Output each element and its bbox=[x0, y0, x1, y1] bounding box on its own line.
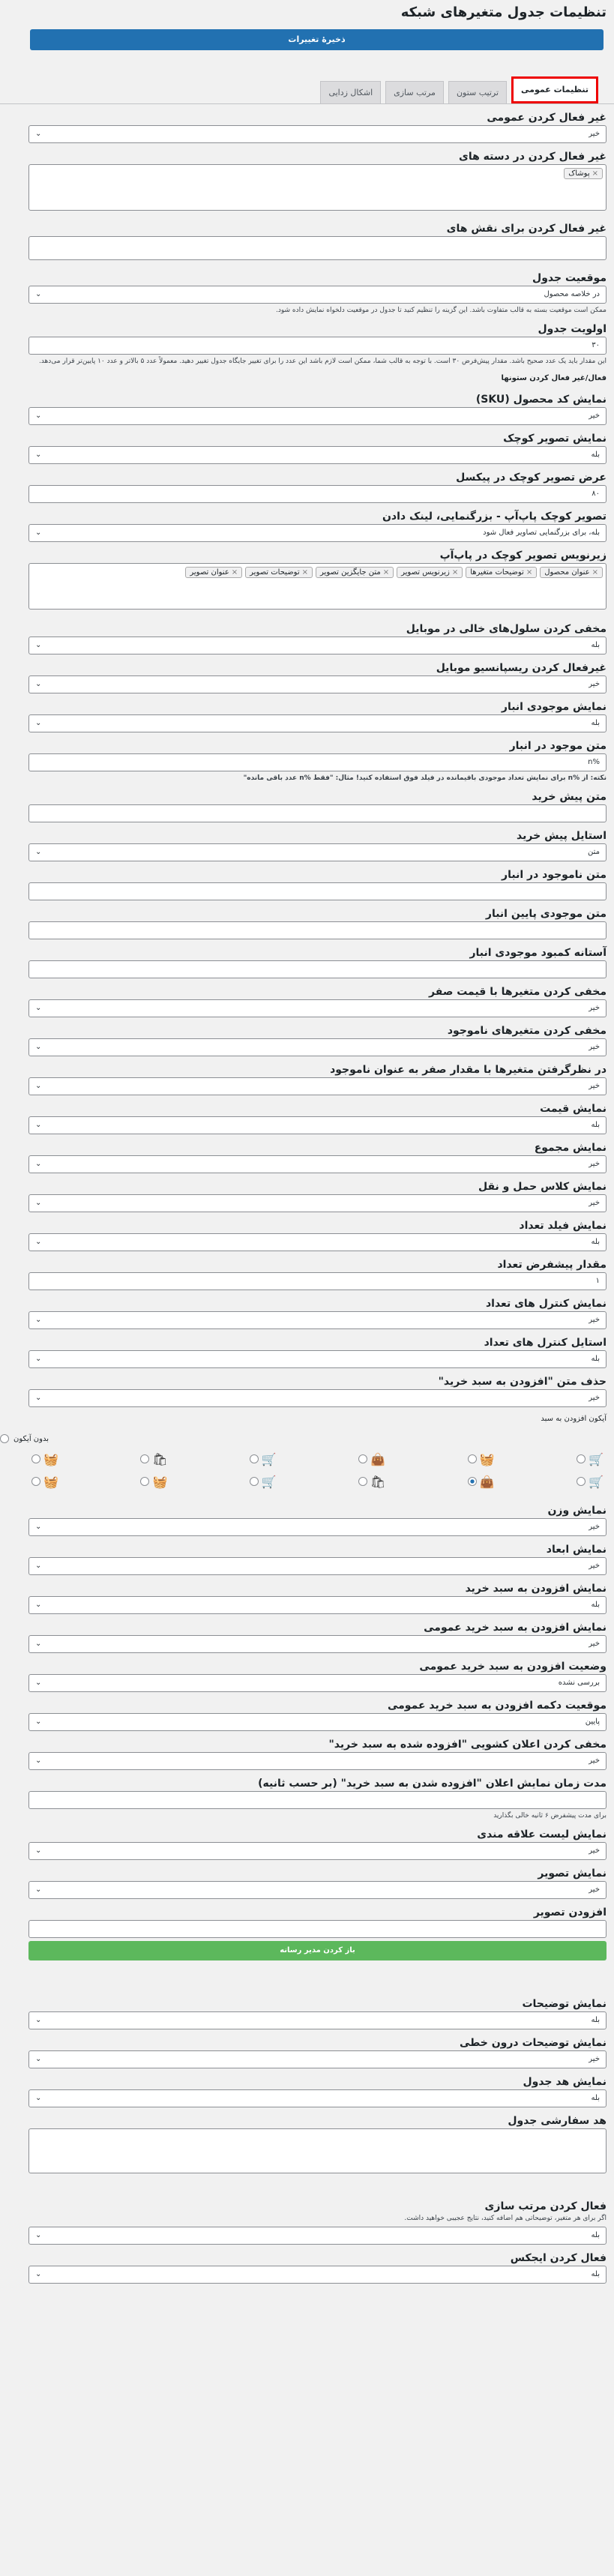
chevron-down-icon: ⌄ bbox=[35, 1523, 42, 1531]
icon-option[interactable] bbox=[577, 1452, 604, 1466]
field-label: هد سفارشی جدول bbox=[508, 2115, 607, 2127]
chevron-down-icon: ⌄ bbox=[35, 290, 42, 298]
field-custom-table-head bbox=[0, 2107, 614, 2173]
select[interactable] bbox=[28, 1350, 607, 1368]
field-label: متن موجود در انبار bbox=[509, 740, 607, 752]
chevron-down-icon: ⌄ bbox=[35, 2231, 42, 2239]
radio[interactable] bbox=[0, 1434, 9, 1443]
remove-icon[interactable]: × bbox=[451, 568, 459, 577]
field-inline-description bbox=[0, 2029, 614, 2068]
chip-label: زیرنویس تصویر bbox=[401, 568, 450, 577]
select-value: بله bbox=[591, 2094, 600, 2102]
chevron-down-icon: ⌄ bbox=[35, 1355, 42, 1363]
chevron-down-icon: ⌄ bbox=[35, 529, 42, 537]
field-label: تصویر کوچک پاپ‌آپ - بزرگنمایی، لینک دادن bbox=[382, 511, 607, 523]
select-value: در خلاصه محصول bbox=[544, 290, 600, 298]
section-heading bbox=[0, 367, 614, 386]
tab-sorting[interactable]: مرتب سازی bbox=[385, 81, 444, 103]
select[interactable] bbox=[28, 1155, 607, 1173]
chevron-down-icon: ⌄ bbox=[35, 1640, 42, 1648]
radio[interactable] bbox=[140, 1477, 149, 1486]
icon-option[interactable] bbox=[140, 1452, 167, 1466]
field-disable-categories bbox=[0, 143, 614, 211]
chevron-down-icon: ⌄ bbox=[35, 2270, 42, 2278]
chevron-down-icon: ⌄ bbox=[35, 719, 42, 727]
field-description: ممکن است موقعیت بسته به قالب متفاوت باشد. این گزینه را تنظیم کنید تا جدول در موقعیت دلخواه نمایش داده شود. bbox=[276, 307, 607, 314]
radio[interactable] bbox=[31, 1454, 40, 1463]
icon-option[interactable] bbox=[358, 1475, 385, 1489]
text-input[interactable]: ۳۰ bbox=[28, 337, 607, 355]
field-label: مخفی کردن سلول‌های خالی در موبایل bbox=[406, 623, 607, 635]
section-heading bbox=[0, 1407, 614, 1427]
select[interactable] bbox=[28, 1038, 607, 1056]
chevron-down-icon: ⌄ bbox=[35, 1199, 42, 1207]
field-zero-as-out-of-stock bbox=[0, 1056, 614, 1095]
select[interactable] bbox=[28, 2089, 607, 2107]
field-label: مقدار پیشفرض تعداد bbox=[497, 1259, 607, 1271]
select[interactable] bbox=[28, 1116, 607, 1134]
field-label: نمایش افزودن به سبد خرید عمومی bbox=[424, 1622, 607, 1634]
field-show-table-head bbox=[0, 2068, 614, 2107]
select-value: خیر bbox=[589, 680, 600, 688]
text-input[interactable] bbox=[28, 921, 607, 939]
select-value: خیر bbox=[589, 1523, 600, 1531]
select[interactable] bbox=[28, 125, 607, 143]
chevron-down-icon: ⌄ bbox=[35, 641, 42, 649]
field-show-price bbox=[0, 1095, 614, 1134]
chevron-down-icon: ⌄ bbox=[35, 2016, 42, 2024]
remove-icon[interactable]: × bbox=[592, 169, 598, 178]
field-global-cart-status bbox=[0, 1653, 614, 1692]
field-show-description bbox=[0, 1960, 614, 2029]
field-hide-out-of-stock bbox=[0, 1017, 614, 1056]
select[interactable] bbox=[28, 999, 607, 1017]
icon-option[interactable] bbox=[468, 1475, 495, 1489]
select[interactable] bbox=[28, 637, 607, 654]
select[interactable] bbox=[28, 1077, 607, 1095]
select[interactable] bbox=[28, 1842, 607, 1860]
field-show-stock bbox=[0, 693, 614, 732]
radio[interactable] bbox=[358, 1454, 367, 1463]
select[interactable] bbox=[28, 1713, 607, 1731]
chip-label: پوشاک bbox=[568, 169, 590, 178]
field-table-position bbox=[0, 260, 614, 316]
field-low-stock-text bbox=[0, 900, 614, 939]
text-input[interactable] bbox=[28, 804, 607, 822]
chevron-down-icon: ⌄ bbox=[35, 1160, 42, 1168]
field-label: غیر فعال کردن عمومی bbox=[487, 112, 607, 124]
basket-icon: 🧺 bbox=[43, 1474, 59, 1489]
select[interactable] bbox=[28, 1596, 607, 1614]
field-label: نمایش تصویر bbox=[538, 1868, 607, 1880]
field-hide-zero-price bbox=[0, 978, 614, 1017]
field-label: موقعیت دکمه افزودن به سبد خرید عمومی bbox=[387, 1700, 607, 1712]
chevron-down-icon: ⌄ bbox=[35, 2055, 42, 2063]
field-label: نمایش وزن bbox=[547, 1505, 607, 1517]
chevron-down-icon: ⌄ bbox=[35, 680, 42, 688]
select-value: خیر bbox=[589, 1043, 600, 1051]
cart-icon: 🛒 bbox=[261, 1451, 277, 1466]
chevron-down-icon: ⌄ bbox=[35, 2094, 42, 2102]
icon-row bbox=[28, 1448, 607, 1470]
select-value: خیر bbox=[589, 1394, 600, 1402]
chevron-down-icon: ⌄ bbox=[35, 1847, 42, 1855]
radio[interactable] bbox=[140, 1454, 149, 1463]
field-notice-duration bbox=[0, 1770, 614, 1821]
chevron-down-icon: ⌄ bbox=[35, 1238, 42, 1246]
field-description: برای مدت پیشفرض ۶ ثانیه خالی بگذارید bbox=[493, 1812, 607, 1820]
select-value: خیر bbox=[589, 130, 600, 138]
select[interactable] bbox=[28, 524, 607, 542]
field-label: فعال کردن ایجکس bbox=[510, 2252, 607, 2264]
select-value: بررسی نشده bbox=[558, 1679, 600, 1687]
field-show-qty-controls bbox=[0, 1290, 614, 1329]
select-value: خیر bbox=[589, 1640, 600, 1648]
tab-bar bbox=[315, 76, 598, 103]
field-disable-global bbox=[0, 104, 614, 143]
radio[interactable] bbox=[577, 1477, 586, 1486]
field-show-dimensions bbox=[0, 1536, 614, 1575]
cart-icon: 🛒 bbox=[589, 1474, 604, 1489]
chevron-down-icon: ⌄ bbox=[35, 1718, 42, 1726]
field-label: نمایش کنترل های تعداد bbox=[485, 1298, 607, 1310]
field-label: مخفی کردن متغیرهای ناموجود bbox=[447, 1025, 607, 1037]
select[interactable] bbox=[28, 1194, 607, 1212]
field-hide-empty-mobile bbox=[0, 610, 614, 654]
radio-selected[interactable] bbox=[468, 1477, 477, 1486]
field-label: نمایش تصویر کوچک bbox=[503, 433, 607, 445]
select[interactable] bbox=[28, 1311, 607, 1329]
field-remove-cart-text bbox=[0, 1368, 614, 1407]
field-show-wishlist bbox=[0, 1821, 614, 1860]
cart-icon-options bbox=[0, 1448, 614, 1493]
field-description: اگر برای هر متغیر، توضیحاتی هم اضافه کنید، نتایج عجیبی خواهید داشت. bbox=[404, 2215, 607, 2222]
select-value: بله bbox=[591, 2016, 600, 2024]
radio-label: بدون آیکون bbox=[13, 1434, 49, 1443]
tab-debug[interactable]: اشکال زدایی bbox=[320, 81, 381, 103]
field-label: نمایش کد محصول (SKU) bbox=[475, 394, 607, 406]
select[interactable] bbox=[28, 1518, 607, 1536]
field-preorder-style bbox=[0, 822, 614, 861]
text-input[interactable]: ۱ bbox=[28, 1272, 607, 1290]
field-global-cart-position bbox=[0, 1692, 614, 1731]
chevron-down-icon: ⌄ bbox=[35, 1043, 42, 1051]
field-label: عرض تصویر کوچک در پیکسل bbox=[456, 472, 607, 484]
field-label: حذف متن "افزودن به سبد خرید" bbox=[438, 1376, 607, 1388]
text-input[interactable] bbox=[28, 960, 607, 978]
chevron-down-icon: ⌄ bbox=[35, 451, 42, 459]
multiselect[interactable] bbox=[28, 164, 607, 211]
select-value: متن bbox=[588, 848, 600, 856]
icon-option[interactable] bbox=[358, 1452, 385, 1466]
field-label: نمایش فیلد تعداد bbox=[519, 1220, 607, 1232]
remove-icon[interactable]: × bbox=[526, 568, 533, 577]
field-label: موقعیت جدول bbox=[532, 272, 607, 284]
open-media-button[interactable]: باز کردن مدیر رسانه bbox=[28, 1941, 607, 1960]
radio[interactable] bbox=[31, 1477, 40, 1486]
chip-label: عنوان تصویر bbox=[190, 568, 229, 577]
chevron-down-icon: ⌄ bbox=[35, 1886, 42, 1894]
field-hide-cart-notice bbox=[0, 1731, 614, 1770]
field-show-image bbox=[0, 1860, 614, 1899]
field-label: در نظرگرفتن متغیرها با مقدار صفر به عنوان ناموجود bbox=[330, 1064, 607, 1076]
textarea[interactable] bbox=[28, 2128, 607, 2173]
select-value: بله bbox=[591, 451, 600, 459]
field-label: متن موجودی پایین انبار bbox=[485, 908, 607, 920]
select-value: خیر bbox=[589, 2055, 600, 2063]
select[interactable] bbox=[28, 286, 607, 304]
select[interactable] bbox=[28, 675, 607, 693]
chevron-down-icon: ⌄ bbox=[35, 1121, 42, 1129]
chip[interactable] bbox=[397, 567, 463, 578]
field-label: نمایش لیست علاقه مندی bbox=[477, 1829, 607, 1841]
field-thumbnail-popup bbox=[0, 503, 614, 542]
field-show-total bbox=[0, 1134, 614, 1173]
bag-icon: 👜 bbox=[479, 1474, 495, 1489]
bag-icon: 🛍 bbox=[370, 1474, 386, 1489]
tab-general[interactable]: تنظیمات عمومی bbox=[511, 76, 598, 103]
field-label: نمایش کلاس حمل و نقل bbox=[478, 1181, 607, 1193]
field-label: نمایش مجموع bbox=[534, 1142, 607, 1154]
chip-label: توضیحات تصویر bbox=[250, 568, 300, 577]
field-label: غیرفعال کردن ریسپانسیو موبایل bbox=[436, 662, 607, 674]
select-value: خیر bbox=[589, 1082, 600, 1090]
field-label: غیر فعال کردن در دسته های bbox=[458, 151, 607, 163]
icon-option[interactable] bbox=[140, 1475, 167, 1489]
select-value: خیر bbox=[589, 1316, 600, 1324]
select[interactable] bbox=[28, 1389, 607, 1407]
field-label: نمایش افزودن به سبد خرید bbox=[465, 1583, 607, 1595]
text-input[interactable] bbox=[28, 1920, 607, 1938]
field-default-quantity bbox=[0, 1251, 614, 1290]
cart-icon: 🛒 bbox=[589, 1451, 604, 1466]
chevron-down-icon: ⌄ bbox=[35, 1679, 42, 1687]
field-show-sku bbox=[0, 386, 614, 425]
radio[interactable] bbox=[577, 1454, 586, 1463]
field-preorder-text bbox=[0, 783, 614, 822]
field-show-weight bbox=[0, 1493, 614, 1536]
field-label: متن ناموجود در انبار bbox=[502, 869, 607, 881]
field-disable-roles bbox=[0, 211, 614, 260]
field-disable-responsive bbox=[0, 654, 614, 693]
field-in-stock-text bbox=[0, 732, 614, 783]
save-button[interactable]: ذخیرهٔ تغییرات bbox=[30, 29, 604, 50]
select[interactable] bbox=[28, 1881, 607, 1899]
select-value: بله bbox=[591, 641, 600, 649]
chevron-down-icon: ⌄ bbox=[35, 412, 42, 420]
chip[interactable] bbox=[316, 567, 394, 578]
chevron-down-icon: ⌄ bbox=[35, 1004, 42, 1012]
remove-icon[interactable]: × bbox=[592, 568, 598, 577]
tab-column-order[interactable]: ترتیب ستون bbox=[448, 81, 507, 103]
chevron-down-icon: ⌄ bbox=[35, 1601, 42, 1609]
field-label: نمایش موجودی انبار bbox=[501, 701, 607, 713]
radio[interactable] bbox=[250, 1477, 259, 1486]
field-popup-caption bbox=[0, 542, 614, 610]
field-label: متن پیش خرید bbox=[532, 791, 607, 803]
field-show-quantity bbox=[0, 1212, 614, 1251]
field-label: آستانه کمبود موجودی انبار bbox=[469, 947, 607, 959]
icon-option[interactable] bbox=[577, 1475, 604, 1489]
select-value: خیر bbox=[589, 1886, 600, 1894]
field-label: مخفی کردن متغیرها با قیمت صفر bbox=[429, 986, 607, 998]
text-input[interactable]: %n bbox=[28, 753, 607, 771]
settings-panel bbox=[0, 104, 614, 2284]
field-label: وضعیت افزودن به سبد خرید عمومی bbox=[419, 1661, 607, 1673]
select-value: خیر bbox=[589, 1847, 600, 1855]
select-value: خیر bbox=[589, 412, 600, 420]
select[interactable] bbox=[28, 1557, 607, 1575]
select-value: بله bbox=[591, 1601, 600, 1609]
select-value: بله، برای بزرگنمایی تصاویر فعال شود bbox=[483, 529, 600, 537]
select[interactable] bbox=[28, 1752, 607, 1770]
field-description: این مقدار باید یک عدد صحیح باشد. مقدار پیش‌فرض ۳۰ است. با توجه به قالب شما، ممکن است لازم باشد این عدد را برای تغییر جایگاه جدول تغییر دهید. معمولاً عدد ۵ بالاتر و عدد ۱۰ پایین‌تر قرار می‌دهد. bbox=[38, 358, 607, 365]
cart-icon: 🛒 bbox=[261, 1474, 277, 1489]
select[interactable] bbox=[28, 407, 607, 425]
select[interactable] bbox=[28, 2050, 607, 2068]
chevron-down-icon: ⌄ bbox=[35, 1316, 42, 1324]
icon-option[interactable] bbox=[31, 1452, 58, 1466]
basket-icon: 🧺 bbox=[479, 1451, 495, 1466]
select[interactable] bbox=[28, 1635, 607, 1653]
chip[interactable] bbox=[564, 168, 603, 179]
field-label: نمایش توضیحات درون خطی bbox=[459, 2037, 607, 2049]
field-label: زیرنویس تصویر کوچک در پاپ‌آپ bbox=[439, 550, 607, 562]
field-label: افزودن تصویر bbox=[533, 1907, 607, 1919]
section-title: آیکون افزودن به سبد bbox=[541, 1415, 607, 1423]
text-input[interactable] bbox=[28, 1791, 607, 1809]
field-label: غیر فعال کردن برای نقش های bbox=[446, 223, 607, 235]
select[interactable] bbox=[28, 2227, 607, 2245]
select-value: بله bbox=[591, 719, 600, 727]
select-value: بله bbox=[591, 2231, 600, 2239]
select-value: بله bbox=[591, 1121, 600, 1129]
chip-label: عنوان محصول bbox=[544, 568, 590, 577]
multiselect[interactable] bbox=[28, 563, 607, 610]
text-input[interactable] bbox=[28, 882, 607, 900]
select-value: خیر bbox=[589, 1160, 600, 1168]
radio[interactable] bbox=[250, 1454, 259, 1463]
select[interactable] bbox=[28, 1233, 607, 1251]
field-enable-ajax bbox=[0, 2245, 614, 2284]
chip[interactable] bbox=[185, 567, 242, 578]
radio[interactable] bbox=[468, 1454, 477, 1463]
field-label: فعال کردن مرتب سازی bbox=[484, 2200, 607, 2212]
field-out-of-stock-text bbox=[0, 861, 614, 900]
field-table-priority bbox=[0, 316, 614, 367]
radio[interactable] bbox=[358, 1477, 367, 1486]
select-value: بله bbox=[591, 1355, 600, 1363]
basket-icon: 🧺 bbox=[43, 1451, 59, 1466]
field-label: نمایش توضیحات bbox=[522, 1998, 607, 2010]
select[interactable] bbox=[28, 2011, 607, 2029]
field-show-thumbnail bbox=[0, 425, 614, 464]
basket-icon: 🧺 bbox=[152, 1474, 168, 1489]
field-description: نکته: از %n برای نمایش تعداد موجودی باقیمانده در فیلد فوق استفاده کنید! مثال: "فقط %n عدد باقی مانده" bbox=[243, 774, 607, 782]
section-title: فعال/غیر فعال کردن ستونها bbox=[501, 374, 607, 382]
multiselect[interactable] bbox=[28, 236, 607, 260]
chevron-down-icon: ⌄ bbox=[35, 1757, 42, 1765]
chevron-down-icon: ⌄ bbox=[35, 1562, 42, 1570]
chip[interactable] bbox=[540, 567, 603, 578]
select[interactable] bbox=[28, 2266, 607, 2284]
icon-row bbox=[28, 1470, 607, 1493]
icon-option[interactable] bbox=[250, 1475, 277, 1489]
remove-icon[interactable]: × bbox=[231, 568, 238, 577]
field-label: استایل پیش خرید bbox=[517, 830, 607, 842]
field-enable-sorting bbox=[0, 2173, 614, 2245]
field-add-image bbox=[0, 1899, 614, 1960]
chevron-down-icon: ⌄ bbox=[35, 130, 42, 138]
radio-no-icon[interactable] bbox=[0, 1427, 614, 1448]
remove-icon[interactable]: × bbox=[382, 568, 390, 577]
field-label: نمایش ابعاد bbox=[546, 1544, 607, 1556]
icon-option[interactable] bbox=[468, 1452, 495, 1466]
remove-icon[interactable]: × bbox=[301, 568, 309, 577]
field-qty-controls-style bbox=[0, 1329, 614, 1368]
field-show-global-cart bbox=[0, 1614, 614, 1653]
field-low-stock-threshold bbox=[0, 939, 614, 978]
field-label: اولویت جدول bbox=[538, 323, 607, 335]
icon-option[interactable] bbox=[31, 1475, 58, 1489]
field-show-shipping-class bbox=[0, 1173, 614, 1212]
field-show-add-to-cart bbox=[0, 1575, 614, 1614]
field-label: مخفی کردن اعلان کشویی "افزوده شده به سبد خرید" bbox=[328, 1739, 607, 1751]
select[interactable] bbox=[28, 843, 607, 861]
select[interactable] bbox=[28, 1674, 607, 1692]
field-label: مدت زمان نمایش اعلان "افزوده شدن به سبد خرید" (بر حسب ثانیه) bbox=[258, 1778, 607, 1790]
field-thumbnail-width bbox=[0, 464, 614, 503]
chevron-down-icon: ⌄ bbox=[35, 1082, 42, 1090]
chip-label: متن جایگزین تصویر bbox=[320, 568, 381, 577]
bag-icon: 👜 bbox=[370, 1451, 386, 1466]
field-label: نمایش هد جدول bbox=[523, 2076, 607, 2088]
select-value: خیر bbox=[589, 1199, 600, 1207]
chip[interactable] bbox=[245, 567, 313, 578]
bag-icon: 🛍 bbox=[152, 1451, 168, 1466]
icon-option[interactable] bbox=[250, 1452, 277, 1466]
select[interactable] bbox=[28, 714, 607, 732]
page-title: تنظیمات جدول متغیرهای شبکه bbox=[400, 4, 607, 20]
chevron-down-icon: ⌄ bbox=[35, 848, 42, 856]
select-value: خیر bbox=[589, 1562, 600, 1570]
select[interactable] bbox=[28, 446, 607, 464]
select-value: پایین bbox=[585, 1718, 600, 1726]
field-label: نمایش قیمت bbox=[540, 1103, 607, 1115]
select-value: خیر bbox=[589, 1757, 600, 1765]
chip-label: توضیحات متغیرها bbox=[470, 568, 524, 577]
select-value: بله bbox=[591, 1238, 600, 1246]
chevron-down-icon: ⌄ bbox=[35, 1394, 42, 1402]
select-value: بله bbox=[591, 2270, 600, 2278]
select-value: خیر bbox=[589, 1004, 600, 1012]
field-label: استایل کنترل های تعداد bbox=[484, 1337, 607, 1349]
chip[interactable] bbox=[466, 567, 537, 578]
text-input[interactable]: ۸۰ bbox=[28, 485, 607, 503]
